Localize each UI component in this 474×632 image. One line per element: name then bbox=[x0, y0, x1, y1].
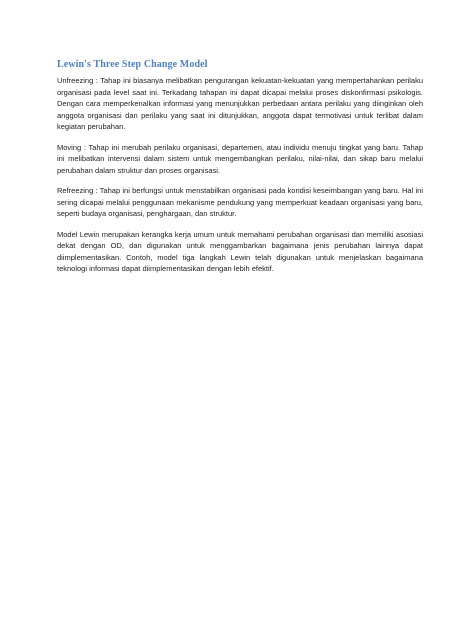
paragraph-summary: Model Lewin merupakan kerangka kerja umum untuk memahami perubahan organisasi dan memiliki asosiasi dekat dengan OD, dan digunakan untuk menggambarkan bagaimana jenis perubahan lainnya dapat diimplementasikan. Contoh, model tiga langkah Lewin telah digunakan untuk menjelaskan bagaimana teknologi informasi dapat diimplementasikan dengan lebih efektif. bbox=[57, 229, 423, 273]
paragraph-refreezing: Refreezing : Tahap ini berfungsi untuk menstabilkan organisasi pada kondisi keseimbangan yang baru. Hal ini sering dicapai melalui penggunaan mekanisme pendukung yang memperkuat keadaan organisasi yang baru, seperti budaya organisasi, penghargaan, dan struktur. bbox=[57, 186, 423, 218]
document-title: Lewin's Three Step Change Model bbox=[57, 59, 208, 70]
paragraph-moving: Moving : Tahap ini merubah perilaku organisasi, departemen, atau individu menuju tingkat yang baru. Tahap ini melibatkan intervensi dalam sistem untuk mengembangkan perilaku, nilai-nilai, dan sikap baru melalui perubahan dalam struktur dan proses organisasi. bbox=[57, 142, 423, 175]
document-body bbox=[57, 58, 423, 284]
paragraph-unfreezing: Unfreezing : Tahap ini biasanya melibatkan pengurangan kekuatan-kekuatan yang mempertahankan perilaku organisasi pada level saat ini. Terkadang tahapan ini dapat dicapai melalui proses diskonfirmasi psikologis. Dengan cara memperkenalkan informasi yang menunjukkan perbedaan antara perilaku yang diinginkan oleh anggota organisasi dan perilaku yang saat ini ditunjukkan, anggota dapat termotivasi untuk terlibat dalam kegiatan perubahan. bbox=[57, 76, 423, 131]
